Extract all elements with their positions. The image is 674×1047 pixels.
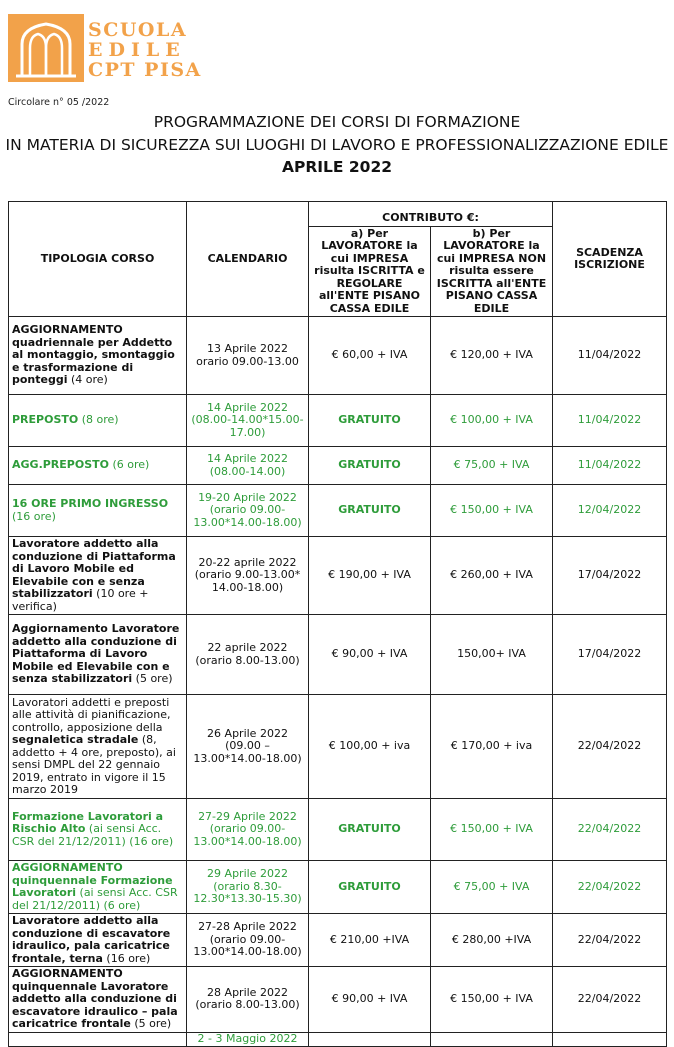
contribution-a: € 90,00 + IVA	[309, 967, 431, 1033]
registration-deadline: 22/04/2022	[553, 861, 667, 914]
registration-deadline: 17/04/2022	[553, 537, 667, 615]
course-name-bold: segnaletica stradale	[12, 733, 139, 746]
empty-cell	[9, 1032, 187, 1047]
title-line-2: IN MATERIA DI SICUREZZA SUI LUOGHI DI LAVORO E PROFESSIONALIZZAZIONE EDILE	[5, 136, 669, 154]
contribution-b: € 100,00 + IVA	[431, 395, 553, 447]
course-calendar: 29 Aprile 2022 (orario 8.30-12.30*13.30-15.30)	[187, 861, 309, 914]
contribution-b: € 280,00 +IVA	[431, 914, 553, 967]
scuola-edile-logo-icon	[8, 14, 84, 82]
course-name-extra: (ai sensi Acc. CSR del 21/12/2011) (16 ore)	[12, 822, 174, 848]
contribution-a: GRATUITO	[309, 799, 431, 861]
course-calendar: 13 Aprile 2022 orario 09.00-13.00	[187, 317, 309, 395]
course-row	[9, 447, 667, 485]
course-row	[9, 485, 667, 537]
course-name-pre: Lavoratori addetti e preposti alle attività di pianificazione, controllo, apposizione della	[12, 695, 171, 734]
course-name-extra: (5 ore)	[132, 672, 173, 686]
course-row	[9, 914, 667, 967]
course-name-extra: (16 ore)	[102, 951, 151, 965]
registration-deadline: 22/04/2022	[553, 967, 667, 1033]
course-name-extra: (ai sensi Acc. CSR del 21/12/2011) (6 ore)	[12, 886, 178, 912]
course-row	[9, 799, 667, 861]
logo-line-1: SCUOLA	[88, 19, 188, 41]
course-name-bold: PREPOSTO	[12, 413, 79, 427]
contribution-a: GRATUITO	[309, 485, 431, 537]
course-row-partial	[9, 1032, 667, 1047]
course-name-extra: (8, addetto + 4 ore, preposto), ai sensi DMPL del 22 gennaio 2019, entrato in vigore il 15 marzo 2019	[12, 733, 176, 796]
empty-cell	[309, 1032, 431, 1047]
course-row	[9, 695, 667, 799]
registration-deadline: 17/04/2022	[553, 615, 667, 695]
course-row	[9, 615, 667, 695]
course-name	[9, 395, 187, 447]
logo-text	[88, 20, 202, 80]
course-calendar: 14 Aprile 2022 (08.00-14.00)	[187, 447, 309, 485]
course-calendar: 27-28 Aprile 2022 (orario 09.00-13.00*14.00-18.00)	[187, 914, 309, 967]
contribution-b: € 75,00 + IVA	[431, 447, 553, 485]
contribution-a: € 210,00 +IVA	[309, 914, 431, 967]
contribution-b: 150,00+ IVA	[431, 615, 553, 695]
contribution-b: € 260,00 + IVA	[431, 537, 553, 615]
registration-deadline: 22/04/2022	[553, 914, 667, 967]
contribution-a: GRATUITO	[309, 395, 431, 447]
registration-deadline: 11/04/2022	[553, 447, 667, 485]
logo-line-2: EDILE	[88, 39, 186, 61]
course-row	[9, 395, 667, 447]
registration-deadline: 11/04/2022	[553, 395, 667, 447]
courses-table	[8, 201, 667, 1047]
registration-deadline: 11/04/2022	[553, 317, 667, 395]
course-name	[9, 799, 187, 861]
header-tipologia	[9, 202, 187, 317]
course-name-bold: AGGIORNAMENTO quinquennale Lavoratore addetto alla conduzione di escavatore idraulico – pala caricatrice frontale	[12, 967, 178, 1030]
empty-cell	[431, 1032, 553, 1047]
course-calendar: 26 Aprile 2022 (09.00 – 13.00*14.00-18.00)	[187, 695, 309, 799]
course-name	[9, 695, 187, 799]
course-name-bold: Lavoratore addetto alla conduzione di Piattaforma di Lavoro Mobile ed Elevabile con e senza stabilizzatori	[12, 537, 176, 600]
course-name	[9, 447, 187, 485]
header-tipologia-label: TIPOLOGIA CORSO	[40, 251, 155, 265]
title-line-1: PROGRAMMAZIONE DEI CORSI DI FORMAZIONE	[153, 113, 521, 131]
contribution-b: € 150,00 + IVA	[431, 967, 553, 1033]
header-contributo: CONTRIBUTO €:	[309, 202, 553, 227]
course-row	[9, 537, 667, 615]
course-calendar: 22 aprile 2022 (orario 8.00-13.00)	[187, 615, 309, 695]
contribution-a: € 100,00 + iva	[309, 695, 431, 799]
course-name-extra: (6 ore)	[109, 458, 150, 472]
contribution-b: € 150,00 + IVA	[431, 799, 553, 861]
course-name	[9, 615, 187, 695]
course-calendar: 27-29 Aprile 2022 (orario 09.00-13.00*14.00-18.00)	[187, 799, 309, 861]
course-name	[9, 967, 187, 1033]
contribution-b: € 150,00 + IVA	[431, 485, 553, 537]
course-name	[9, 914, 187, 967]
header-contrib-a: a) Per LAVORATORE la cui IMPRESA risulta ISCRITTA e REGOLARE all'ENTE PISANO CASSA EDILE	[309, 226, 431, 317]
course-name-bold: Aggiornamento Lavoratore addetto alla conduzione di Piattaforma di Lavoro Mobile ed Elevabile con e senza stabilizzatori	[12, 622, 180, 686]
course-calendar: 28 Aprile 2022 (orario 8.00-13.00)	[187, 967, 309, 1033]
course-calendar: 20-22 aprile 2022 (orario 9.00-13.00* 14.00-18.00)	[187, 537, 309, 615]
course-row	[9, 861, 667, 914]
contribution-a: GRATUITO	[309, 861, 431, 914]
title-month: APRILE 2022	[281, 158, 393, 176]
circular-number: Circolare n° 05 /2022	[8, 97, 110, 108]
course-row	[9, 317, 667, 395]
course-name-extra: (16 ore)	[12, 509, 56, 523]
course-name-bold: AGGIORNAMENTO quinquennale Formazione Lavoratori	[12, 861, 173, 899]
course-row	[9, 967, 667, 1033]
course-calendar: 14 Aprile 2022 (08.00-14.00*15.00-17.00)	[187, 395, 309, 447]
header-calendario: CALENDARIO	[187, 202, 309, 317]
course-calendar: 2 - 3 Maggio 2022	[187, 1032, 309, 1047]
course-name	[9, 861, 187, 914]
contribution-a: GRATUITO	[309, 447, 431, 485]
header-contrib-b: b) Per LAVORATORE la cui IMPRESA NON risulta essere ISCRITTA all'ENTE PISANO CASSA EDILE	[431, 226, 553, 317]
course-name-extra: (4 ore)	[67, 373, 108, 387]
course-name-bold: Formazione Lavoratori a Rischio Alto	[12, 809, 164, 836]
course-name-extra: (8 ore)	[78, 413, 119, 427]
contribution-a: € 190,00 + IVA	[309, 537, 431, 615]
header-scadenza: SCADENZA ISCRIZIONE	[553, 202, 667, 317]
course-name-bold: Lavoratore addetto alla conduzione di escavatore idraulico, pala caricatrice frontale, terna	[12, 914, 171, 965]
registration-deadline: 22/04/2022	[553, 695, 667, 799]
contribution-b: € 170,00 + iva	[431, 695, 553, 799]
course-name	[9, 485, 187, 537]
course-name-bold: 16 ORE PRIMO INGRESSO	[12, 497, 169, 510]
empty-cell	[553, 1032, 667, 1047]
registration-deadline: 12/04/2022	[553, 485, 667, 537]
logo-line-3: CPT PISA	[88, 59, 202, 81]
course-name-extra: (10 ore + verifica)	[12, 587, 149, 613]
course-name-extra: (5 ore)	[130, 1017, 172, 1030]
course-name-bold: AGG.PREPOSTO	[12, 458, 109, 472]
course-name-bold: AGGIORNAMENTO quadriennale per Addetto al montaggio, smontaggio e trasformazione di ponteggi	[12, 323, 175, 387]
contribution-a: € 60,00 + IVA	[309, 317, 431, 395]
contribution-a: € 90,00 + IVA	[309, 615, 431, 695]
registration-deadline: 22/04/2022	[553, 799, 667, 861]
contribution-b: € 120,00 + IVA	[431, 317, 553, 395]
course-calendar: 19-20 Aprile 2022 (orario 09.00-13.00*14.00-18.00)	[187, 485, 309, 537]
course-name	[9, 317, 187, 395]
course-name	[9, 537, 187, 615]
contribution-b: € 75,00 + IVA	[431, 861, 553, 914]
